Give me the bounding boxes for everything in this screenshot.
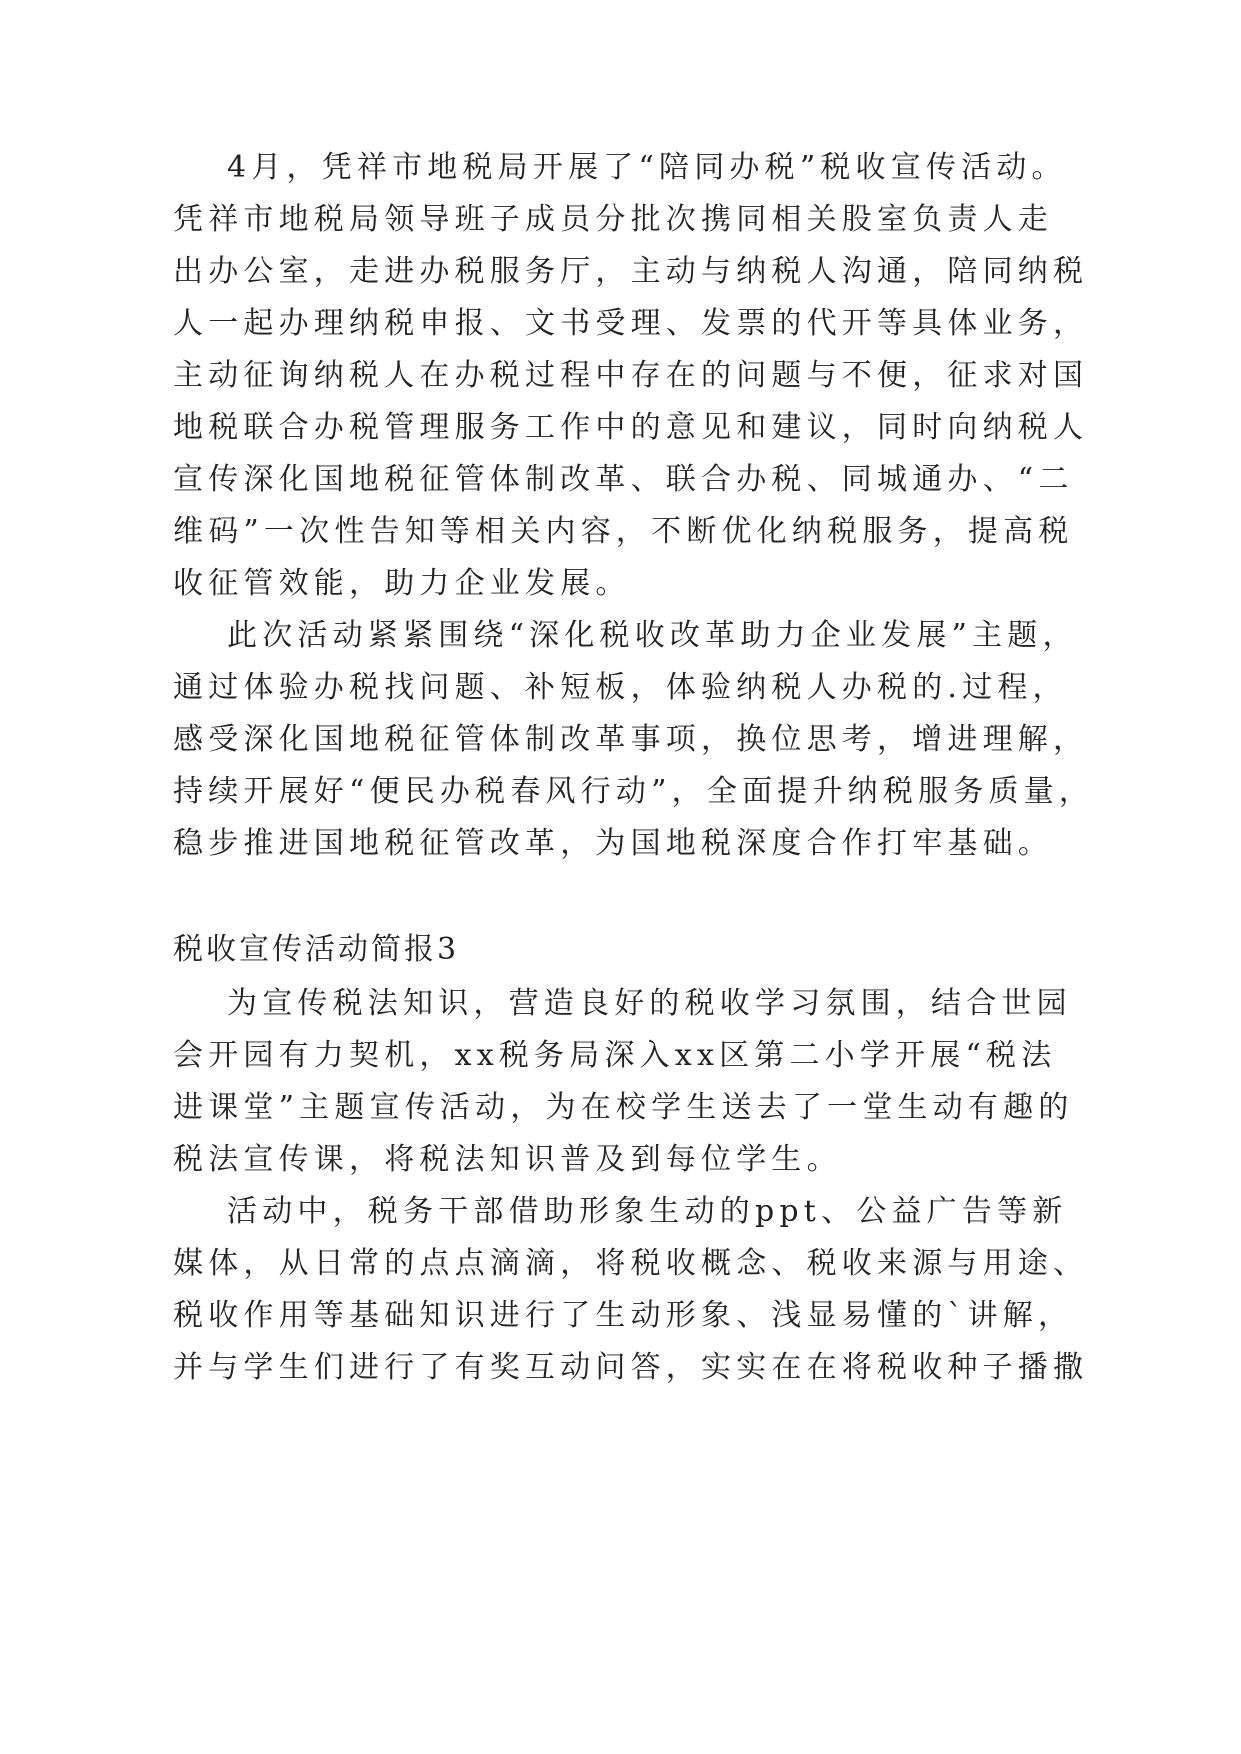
para-4-line-1: 活动中，税务干部借助形象生动的ppt、公益广告等新 (227, 1194, 1068, 1229)
para-3-line-1: 为宣传税法知识，营造良好的税收学习氛围，结合世园 (227, 986, 1072, 1021)
para-1-line-9: 收征管效能，助力企业发展。 (173, 566, 631, 601)
para-1-line-4: 人一起办理纳税申报、文书受理、发票的代开等具体业务， (173, 306, 1089, 341)
para-2-line-3: 感受深化国地税征管体制改革事项，换位思考，增进理解， (173, 722, 1089, 757)
para-1-line-8: 维码”一次性告知等相关内容，不断优化纳税服务，提高税 (173, 514, 1074, 549)
para-4-line-2: 媒体，从日常的点点滴滴，将税收概念、税收来源与用途、 (173, 1246, 1089, 1281)
para-2-line-4: 持续开展好“便民办税春风行动”，全面提升纳税服务质量， (173, 774, 1095, 809)
para-1-line-6: 地税联合办税管理服务工作中的意见和建议，同时向纳税人 (173, 410, 1089, 445)
para-2-line-5: 稳步推进国地税征管改革，为国地税深度合作打牢基础。 (173, 826, 1053, 861)
para-2-line-2: 通过体验办税找问题、补短板，体验纳税人办税的.过程， (173, 670, 1068, 705)
para-4-line-3: 税收作用等基础知识进行了生动形象、浅显易懂的`讲解， (173, 1298, 1074, 1333)
section-heading: 税收宣传活动简报3 (173, 932, 460, 967)
para-1-line-3: 出办公室，走进办税服务厅，主动与纳税人沟通，陪同纳税 (173, 254, 1089, 289)
para-2-line-1: 此次活动紧紧围绕“深化税收改革助力企业发展”主题， (227, 618, 1078, 653)
para-3-line-4: 税法宣传课，将税法知识普及到每位学生。 (173, 1142, 842, 1177)
para-3-line-3: 进课堂”主题宣传活动，为在校学生送去了一堂生动有趣的 (173, 1090, 1074, 1125)
para-1-line-2: 凭祥市地税局领导班子成员分批次携同相关股室负责人走 (173, 202, 1053, 237)
para-3-line-2: 会开园有力契机，xx税务局深入xx区第二小学开展“税法 (173, 1038, 1057, 1073)
para-4-line-4: 并与学生们进行了有奖互动问答，实实在在将税收种子播撒 (173, 1350, 1089, 1385)
para-1-line-7: 宣传深化国地税征管体制改革、联合办税、同城通办、“二 (173, 462, 1074, 497)
para-1-line-1: 4月，凭祥市地税局开展了“陪同办税”税收宣传活动。 (227, 150, 1067, 185)
para-1-line-5: 主动征询纳税人在办税过程中存在的问题与不便，征求对国 (173, 358, 1089, 393)
